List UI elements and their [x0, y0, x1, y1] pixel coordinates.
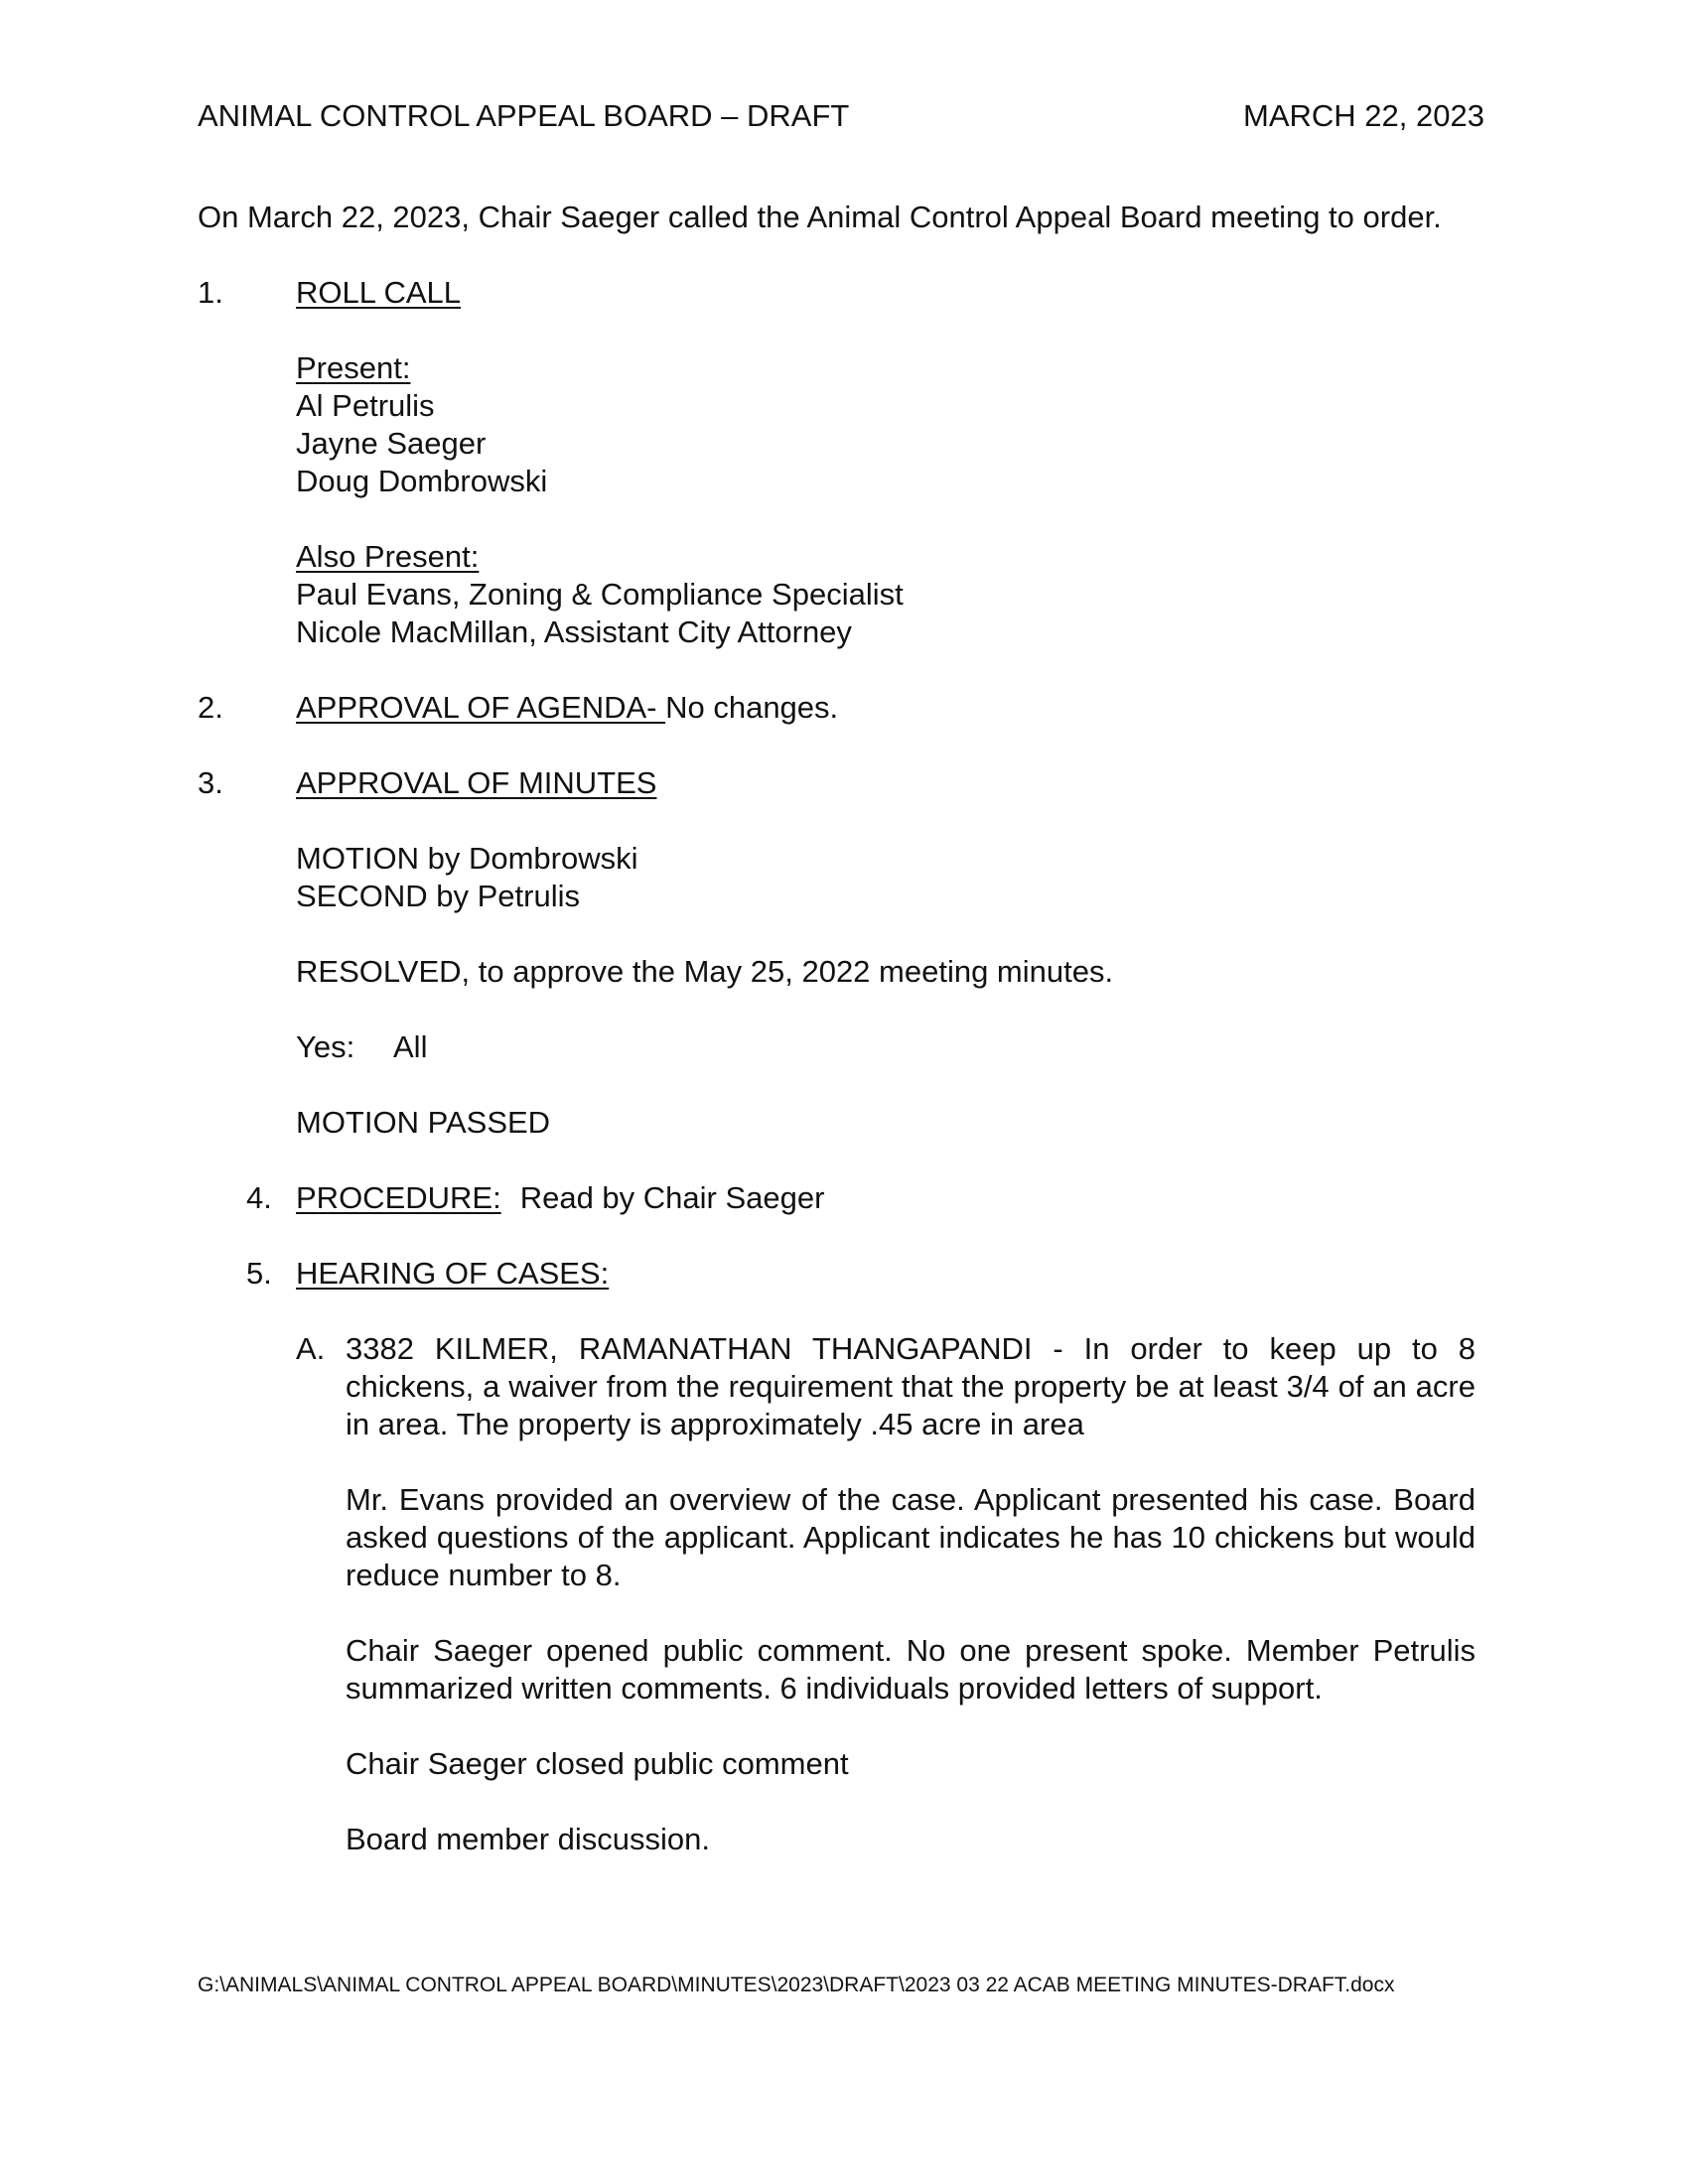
case-a-title: 3382 KILMER, RAMANATHAN THANGAPANDI - In order to keep up to 8 chickens, a waiver from the requirement that the property be at least 3/4 of an acre in area. The property is approximately .45 acre in area — [346, 1331, 1476, 1441]
motion-result: MOTION PASSED — [296, 1105, 551, 1140]
file-path-footer: G:\ANIMALS\ANIMAL CONTROL APPEAL BOARD\MINUTES\2023\DRAFT\2023 03 22 ACAB MEETING MINUTES-DRAFT.docx — [198, 1974, 1395, 1996]
also-present-person: Paul Evans, Zoning & Compliance Specialist — [296, 577, 904, 612]
header-title: ANIMAL CONTROL APPEAL BOARD – DRAFT — [198, 98, 850, 133]
case-a-closed: Chair Saeger closed public comment — [346, 1746, 849, 1781]
hearing-heading: HEARING OF CASES: — [296, 1256, 610, 1291]
motion-line: MOTION by Dombrowski — [296, 841, 638, 876]
case-a-letter: A. — [296, 1331, 326, 1366]
item-3-number: 3. — [198, 765, 223, 800]
present-member: Doug Dombrowski — [296, 464, 548, 498]
item-1-number: 1. — [198, 275, 223, 310]
yes-label: Yes: — [296, 1029, 355, 1064]
agenda-text: No changes. — [665, 690, 839, 725]
header-date: MARCH 22, 2023 — [1243, 98, 1484, 133]
resolved-line: RESOLVED, to approve the May 25, 2022 meeting minutes. — [296, 954, 1114, 989]
roll-call-heading: ROLL CALL — [296, 275, 461, 310]
yes-value: All — [393, 1029, 428, 1064]
agenda-line — [296, 689, 838, 727]
intro-paragraph: On March 22, 2023, Chair Saeger called the Animal Control Appeal Board meeting to order. — [198, 200, 1442, 234]
also-present-person: Nicole MacMillan, Assistant City Attorney — [296, 614, 852, 649]
item-2-number: 2. — [198, 690, 223, 725]
also-present-label: Also Present: — [296, 539, 480, 574]
present-member: Jayne Saeger — [296, 426, 487, 461]
case-a-public-comment: Chair Saeger opened public comment. No one present spoke. Member Petrulis summarized written comments. 6 individuals provided letters of support. — [346, 1633, 1476, 1706]
item-5-number: 5. — [246, 1256, 272, 1291]
present-member: Al Petrulis — [296, 388, 435, 423]
case-a-discussion: Board member discussion. — [346, 1822, 710, 1856]
agenda-heading: APPROVAL OF AGENDA- — [296, 690, 666, 725]
case-a-overview: Mr. Evans provided an overview of the case. Applicant presented his case. Board asked questions of the applicant. Applicant indicates he has 10 chickens but would reduce number to 8. — [346, 1482, 1476, 1592]
procedure-text: Read by Chair Saeger — [519, 1180, 825, 1215]
item-4-number: 4. — [246, 1180, 272, 1215]
procedure-heading: PROCEDURE: — [296, 1180, 501, 1215]
present-label: Present: — [296, 350, 411, 385]
minutes-heading: APPROVAL OF MINUTES — [296, 765, 657, 800]
procedure-line — [296, 1179, 824, 1217]
second-line: SECOND by Petrulis — [296, 879, 580, 913]
